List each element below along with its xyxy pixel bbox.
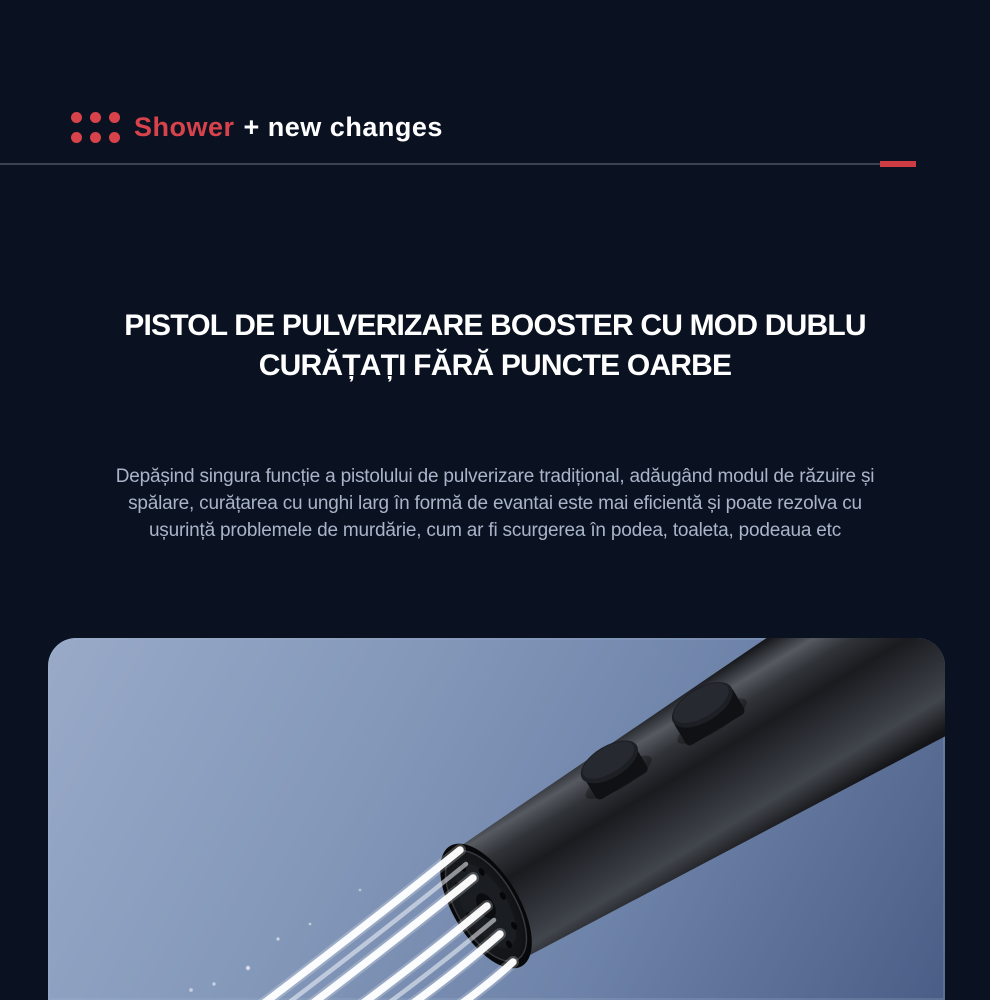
dot — [109, 112, 120, 123]
dot — [90, 132, 101, 143]
title-line-1: PISTOL DE PULVERIZARE BOOSTER CU MOD DUBLU — [124, 309, 866, 342]
product-image-card — [48, 638, 945, 1000]
divider-line — [0, 163, 881, 165]
divider-accent-bar — [880, 161, 916, 167]
description-line-1: Depășind singura funcție a pistolului de pulverizare tradițional, adăugând modul de răzuire și — [115, 466, 875, 487]
brand-name: Shower — [134, 112, 235, 142]
brand-suffix: + new changes — [243, 112, 443, 142]
water-droplets — [189, 889, 361, 992]
spray-gun-image — [48, 638, 945, 1000]
dot — [109, 132, 120, 143]
dot — [71, 132, 82, 143]
title-line-2: CURĂȚAȚI FĂRĂ PUNCTE OARBE — [258, 349, 732, 382]
grid-dots-icon — [71, 112, 120, 143]
brand-row — [71, 112, 443, 143]
page-title — [0, 306, 990, 386]
description-line-2: spălare, curățarea cu unghi larg în formă de evantai este mai eficientă și poate rezolva cu — [128, 493, 862, 514]
dot — [90, 112, 101, 123]
description — [0, 463, 990, 544]
description-line-3: ușurință problemele de murdărie, cum ar fi scurgerea în podea, toaleta, podeaua etc — [148, 520, 842, 541]
brand-title — [134, 112, 443, 143]
dot — [71, 112, 82, 123]
